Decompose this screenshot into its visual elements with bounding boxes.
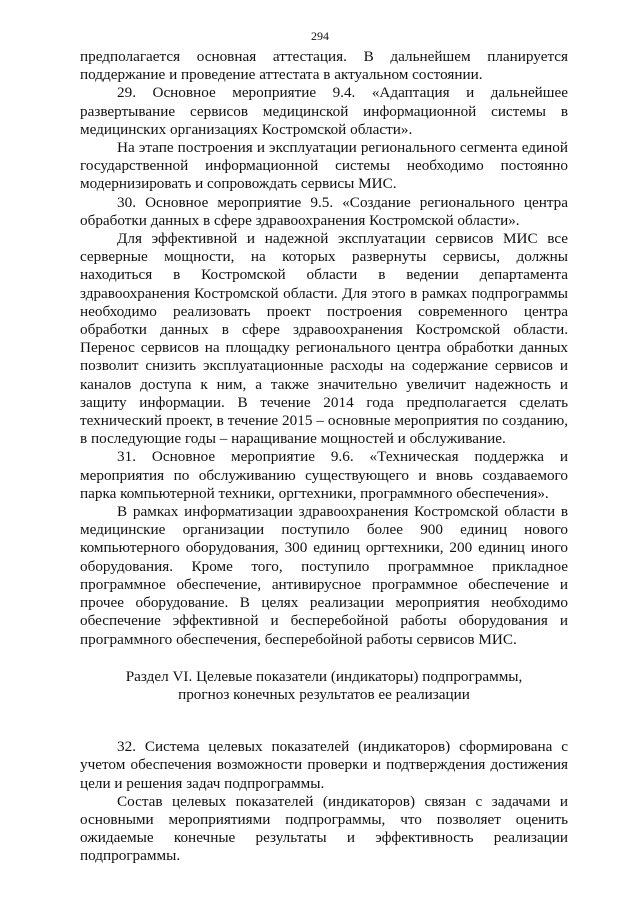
paragraph-item-31-body: В рамках информатизации здравоохранения Костромской области в медицинские организации поступило более 900 единиц нового компьютерного оборудования, 300 единиц оргтехники, 200 единиц иного оборудования. Кроме того, поступило программное прикладное программное обеспечение, антивирусное программное обеспечение и прочее оборудование. В целях реализации мероприятия необходимо обеспечение эффективной и бесперебойной работы оборудования и программного обеспечения, бесперебойной работы сервисов МИС. — [80, 503, 568, 648]
paragraph-item-29-body: На этапе построения и эксплуатации регионального сегмента единой государственной информационной системы необходимо постоянно модернизировать и сопровождать сервисы МИС. — [80, 139, 568, 193]
section-heading-line-1: Раздел VI. Целевые показатели (индикаторы) подпрограммы, — [125, 667, 523, 685]
paragraph-item-29: 29. Основное мероприятие 9.4. «Адаптация и дальнейшее развертывание сервисов медицинской информационной системы в медицинских организациях Костромской области». — [80, 84, 568, 138]
paragraph-item-32: 32. Система целевых показателей (индикаторов) сформирована с учетом обеспечения возможности проверки и подтверждения достижения цели и решения задач подпрограммы. — [80, 738, 568, 792]
paragraph-continuation: предполагается основная аттестация. В дальнейшем планируется поддержание и проведение аттестата в актуальном состоянии. — [80, 48, 568, 84]
paragraph-item-32-body: Состав целевых показателей (индикаторов) связан с задачами и основными мероприятиями подпрограммы, что позволяет оценить ожидаемые конечные результаты и эффективность реализации подпрограммы. — [80, 792, 568, 865]
section-heading-line-2: прогноз конечных результатов ее реализации — [178, 685, 470, 703]
document-body — [80, 48, 568, 866]
paragraph-item-31: 31. Основное мероприятие 9.6. «Техническая поддержка и мероприятия по обслуживанию существующего и вновь создаваемого парка компьютерной техники, оргтехники, программного обеспечения». — [80, 448, 568, 502]
section-heading — [80, 668, 568, 704]
paragraph-item-30-body: Для эффективной и надежной эксплуатации сервисов МИС все серверные мощности, на которых развернуты сервисы, должны находиться в Костромской области в ведении департамента здравоохранения Костромской области. Для этого в рамках подпрограммы необходимо реализовать проект построения современного центра обработки данных в сфере здравоохранения Костромской области. Перенос сервисов на площадку регионального центра обработки данных позволит снизить эксплуатационные расходы на содержание сервисов и каналов доступа к ним, а также значительно увеличит надежность и защиту информации. В течение 2014 года предполагается сделать технический проект, в течение 2015 – основные мероприятия по созданию, в последующие годы – наращивание мощностей и обслуживание. — [80, 230, 568, 448]
paragraph-item-30: 30. Основное мероприятие 9.5. «Создание регионального центра обработки данных в сфере здравоохранения Костромской области». — [80, 193, 568, 229]
page-number: 294 — [311, 29, 329, 43]
